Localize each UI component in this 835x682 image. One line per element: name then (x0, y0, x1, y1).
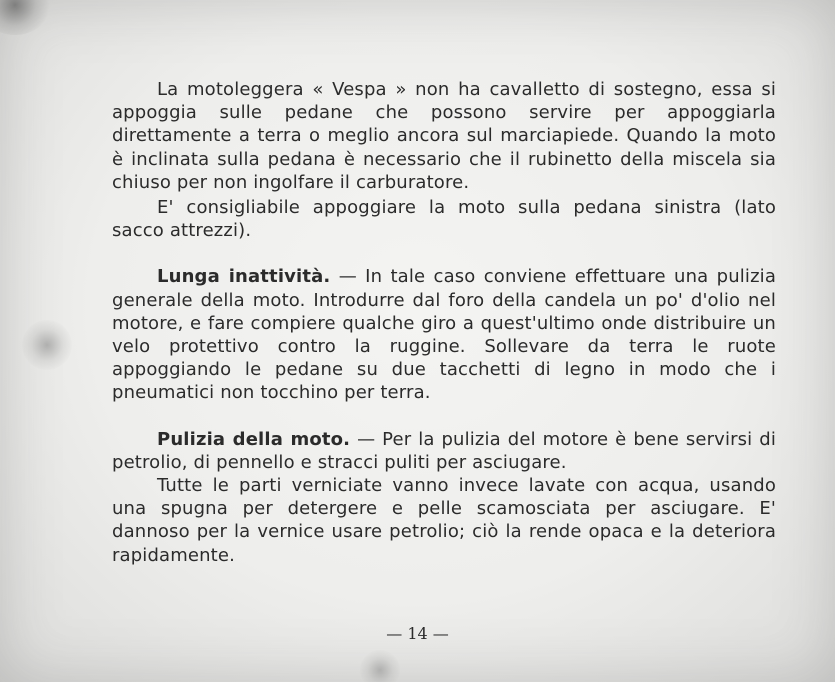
paragraph-parti-verniciate: Tutte le parti verniciate vanno invece lavate con acqua, usando una spugna per detergere e pelle scamosciata per asciugare. E' dannoso per la vernice usare petrolio; ciò la rende opaca e la deteriora rapidamente. (112, 475, 776, 566)
margin-stain (22, 320, 72, 370)
paragraph-lunga-inattivita (112, 265, 776, 404)
section-text-lunga-inattivita: — In tale caso conviene effettuare una pulizia generale della moto. Introdurre dal foro della candela un po' d'olio nel motore, e fare compiere qualche giro a quest'ultimo onde distribuire un velo protettivo contro la ruggine. Sollevare da terra le ruote appoggiando le pedane su due tacchetti di legno in modo che i pneumatici non tocchino per terra. (112, 266, 777, 404)
page-body (112, 78, 776, 567)
corner-stain (0, 0, 50, 35)
section-heading-pulizia: Pulizia della moto. (157, 428, 351, 450)
section-heading-lunga-inattivita: Lunga inattività. (157, 266, 331, 288)
paragraph-cavalletto: La motoleggera « Vespa » non ha cavalletto di sostegno, essa si appoggia sulle pedane che possono servire per appoggiarla direttamente a terra o meglio ancora sul marciapiede. Quando la moto è inclinata sulla pedana è necessario che il rubinetto della miscela sia chiuso per non ingolfare il carburatore. (112, 79, 776, 193)
paragraph-pulizia (112, 428, 776, 474)
bottom-stain (360, 650, 400, 682)
section-text-pulizia: — Per la pulizia del motore è bene servirsi di petrolio, di pennello e stracci puliti per asciugare. (112, 428, 776, 473)
paragraph-pedana-sinistra: E' consigliabile appoggiare la moto sulla pedana sinistra (lato sacco attrezzi). (112, 197, 776, 242)
page-number: — 14 — (386, 624, 449, 643)
